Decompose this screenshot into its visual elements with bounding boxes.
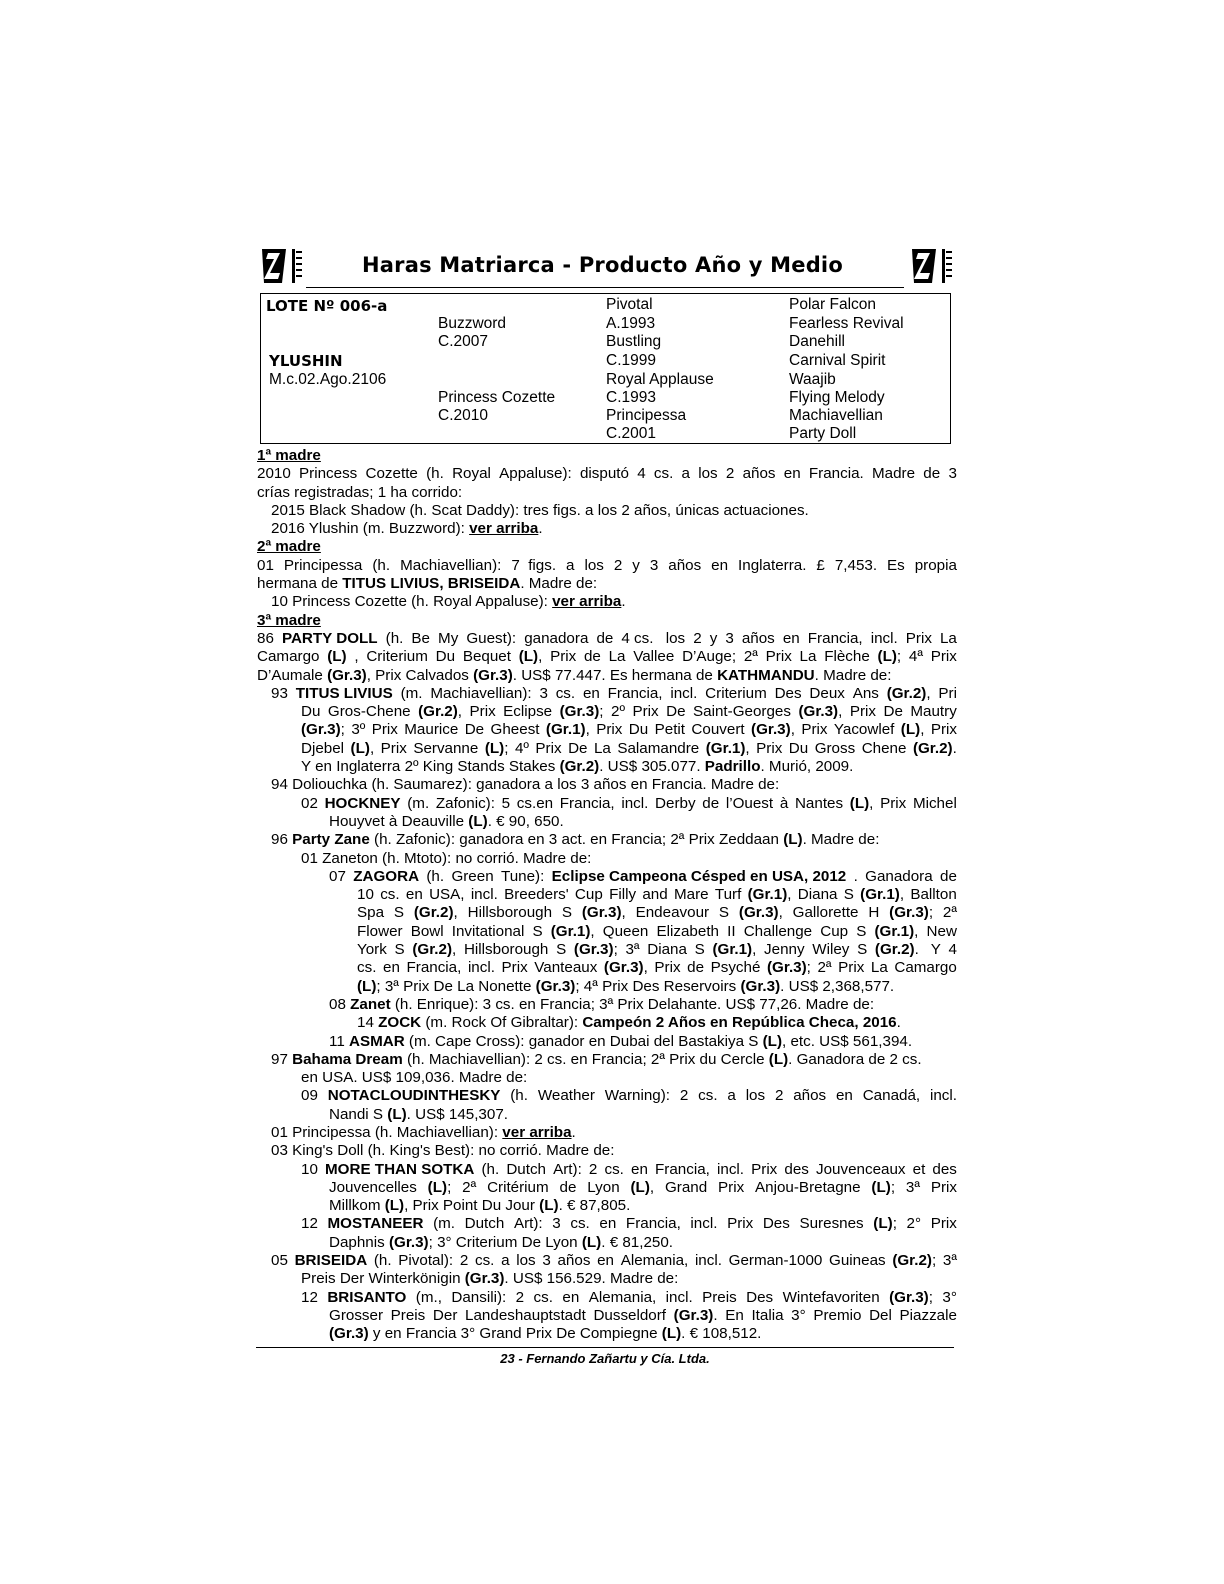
- text-line: 2016 Ylushin (m. Buzzword): ver arriba.: [271, 520, 543, 538]
- text-line: 12 BRISANTO (m., Dansili): 2 cs. en Alemania, incl. Preis Des Wintefavoriten (Gr.3); 3°: [301, 1288, 957, 1306]
- text-line: Djebel (L), Prix Servanne (L); 4º Prix De La Salamandre (Gr.1), Prix Du Gross Chene (Gr.2).: [301, 739, 957, 757]
- text-line: Spa S (Gr.2), Hillsborough S (Gr.3), Endeavour S (Gr.3), Gallorette H (Gr.3); 2ª: [357, 904, 957, 922]
- great-grandparent: Fearless Revival: [789, 315, 904, 332]
- text-line: 96 Party Zane (h. Zafonic): ganadora en 3 act. en Francia; 2ª Prix Zeddaan (L). Madre de:: [271, 831, 880, 849]
- text-line: Nandi S (L). US$ 145,307.: [329, 1105, 508, 1123]
- text-line: (Gr.3); 3º Prix Maurice De Gheest (Gr.1), Prix Du Petit Couvert (Gr.3), Prix Yacowlef (L), Prix: [301, 721, 957, 739]
- text-line: Houyvet à Deauville (L). € 90, 650.: [329, 812, 564, 830]
- section-heading: 1ª madre: [257, 447, 321, 464]
- text-line: 08 Zanet (h. Enrique): 3 cs. en Francia; 3ª Prix Delahante. US$ 77,26. Madre de:: [329, 995, 875, 1013]
- text-line: 14 ZOCK (m. Rock Of Gibraltar): Campeón 2 Años en República Checa, 2016.: [357, 1014, 901, 1032]
- text-line: 12 MOSTANEER (m. Dutch Art): 3 cs. en Francia, incl. Prix Des Suresnes (L); 2° Prix: [301, 1215, 957, 1233]
- text-line: 94 Doliouchka (h. Saumarez): ganadora a los 3 años en Francia. Madre de:: [271, 776, 780, 794]
- grandparent-year: C.1999: [606, 352, 656, 369]
- stud-logo-icon: [906, 243, 954, 289]
- text-line: 97 Bahama Dream (h. Machiavellian): 2 cs. en Francia; 2ª Prix du Cercle (L). Ganadora de 2 cs.: [271, 1050, 922, 1068]
- text-line: Flower Bowl Invitational S (Gr.1), Queen Elizabeth II Challenge Cup S (Gr.1), New: [357, 922, 957, 940]
- grandparent-name: Royal Applause: [606, 371, 714, 388]
- produce-record: [257, 447, 957, 1344]
- great-grandparent: Danehill: [789, 333, 846, 350]
- grandparent-name: Principessa: [606, 407, 687, 424]
- text-line: Jouvencelles (L); 2ª Critérium de Lyon (L), Grand Prix Anjou-Bretagne (L); 3ª Prix: [329, 1178, 957, 1196]
- grandparent-name: Bustling: [606, 333, 662, 350]
- page-footer: 23 - Fernando Zañartu y Cía. Ltda.: [500, 1351, 710, 1366]
- grandparent-year: C.1993: [606, 389, 656, 406]
- section-heading: 3ª madre: [257, 611, 321, 629]
- great-grandparent: Carnival Spirit: [789, 352, 886, 369]
- text-line: 01 Principessa (h. Machiavellian): 7 figs. a los 2 y 3 años en Inglaterra. £ 7,453. Es propia: [257, 556, 957, 574]
- great-grandparent: Flying Melody: [789, 389, 885, 406]
- horse-info: M.c.02.Ago.2106: [269, 371, 387, 388]
- text-line: cs. en Francia, incl. Prix Vanteaux (Gr.3), Prix de Psyché (Gr.3); 2ª Prix La Camargo: [357, 959, 957, 977]
- great-grandparent: Party Doll: [789, 425, 857, 442]
- text-line: 2010 Princess Cozette (h. Royal Appaluse): disputó 4 cs. a los 2 años en Francia. Madre de 3: [257, 465, 957, 483]
- dam-year: C.2010: [438, 407, 488, 424]
- grandparent-year: C.2001: [606, 425, 656, 442]
- text-line: 09 NOTACLOUDINTHESKY (h. Weather Warning): 2 cs. a los 2 años en Canadá, incl.: [301, 1087, 957, 1105]
- text-line: 10 MORE THAN SOTKA (h. Dutch Art): 2 cs. en Francia, incl. Prix des Jouvenceaux et des: [301, 1160, 957, 1178]
- page-header: [256, 243, 956, 291]
- text-line: (Gr.3) y en Francia 3° Grand Prix De Compiegne (L). € 108,512.: [329, 1325, 762, 1343]
- text-line: 05 BRISEIDA (h. Pivotal): 2 cs. a los 3 años en Alemania, incl. German-1000 Guineas (Gr.2); 3ª: [271, 1252, 957, 1270]
- lot-number: LOTE Nº 006-a: [266, 297, 388, 315]
- text-line: 07 ZAGORA (h. Green Tune): Eclipse Campeona Césped en USA, 2012 . Ganadora de: [329, 867, 957, 885]
- text-line: D’Aumale (Gr.3), Prix Calvados (Gr.3). US$ 77.447. Es hermana de KATHMANDU. Madre de:: [257, 666, 892, 684]
- grandparent-name: Pivotal: [606, 296, 653, 313]
- text-line: crías registradas; 1 ha corrido:: [257, 483, 463, 501]
- text-line: 03 King's Doll (h. King's Best): no corrió. Madre de:: [271, 1142, 615, 1160]
- text-line: 01 Principessa (h. Machiavellian): ver arriba.: [271, 1123, 576, 1141]
- horse-name: YLUSHIN: [269, 352, 343, 370]
- text-line: 93 TITUS LIVIUS (m. Machiavellian): 3 cs. en Francia, incl. Criterium Des Deux Ans (Gr.2), Pri: [271, 684, 957, 702]
- text-line: Grosser Preis Der Landeshauptstadt Dusseldorf (Gr.3). En Italia 3° Premio Del Piazzale: [329, 1306, 957, 1324]
- text-line: Y en Inglaterra 2º King Stands Stakes (Gr.2). US$ 305.077. Padrillo. Murió, 2009.: [301, 758, 854, 776]
- text-line: Daphnis (Gr.3); 3° Criterium De Lyon (L). € 81,250.: [329, 1233, 674, 1251]
- text-line: Du Gros-Chene (Gr.2), Prix Eclipse (Gr.3); 2º Prix De Saint-Georges (Gr.3), Prix De Mautry: [301, 703, 957, 721]
- great-grandparent: Polar Falcon: [789, 296, 877, 313]
- stud-logo-icon: [256, 243, 304, 289]
- section-heading: 2ª madre: [257, 538, 321, 556]
- text-line: hermana de TITUS LIVIUS, BRISEIDA. Madre de:: [257, 575, 598, 593]
- text-line: (L); 3ª Prix De La Nonette (Gr.3); 4ª Prix Des Reservoirs (Gr.3). US$ 2,368,577.: [357, 977, 895, 995]
- sire-name: Buzzword: [438, 315, 507, 332]
- text-line: 2015 Black Shadow (h. Scat Daddy): tres figs. a los 2 años, únicas actuaciones.: [271, 501, 809, 519]
- text-line: York S (Gr.2), Hillsborough S (Gr.3); 3ª Diana S (Gr.1), Jenny Wiley S (Gr.2). Y 4: [357, 941, 957, 959]
- sire-year: C.2007: [438, 333, 488, 350]
- page-title: Haras Matriarca - Producto Año y Medio: [362, 253, 843, 277]
- text-line: 02 HOCKNEY (m. Zafonic): 5 cs.en Francia, incl. Derby de l’Ouest à Nantes (L), Prix Michel: [301, 794, 957, 812]
- text-line: Millkom (L), Prix Point Du Jour (L). € 87,805.: [329, 1197, 631, 1215]
- text-line: 10 cs. en USA, incl. Breeders' Cup Filly and Mare Turf (Gr.1), Diana S (Gr.1), Ballton: [357, 886, 957, 904]
- header-rule: [306, 287, 904, 288]
- text-line: 86 PARTY DOLL (h. Be My Guest): ganadora de 4 cs. los 2 y 3 años en Francia, incl. Prix La: [257, 629, 957, 647]
- text-line: en USA. US$ 109,036. Madre de:: [301, 1069, 528, 1087]
- text-line: Preis Der Winterkönigin (Gr.3). US$ 156.529. Madre de:: [301, 1270, 679, 1288]
- great-grandparent: Waajib: [789, 371, 836, 388]
- pedigree-table: [260, 293, 951, 444]
- grandparent-year: A.1993: [606, 315, 656, 332]
- text-line: 01 Zaneton (h. Mtoto): no corrió. Madre de:: [301, 849, 592, 867]
- great-grandparent: Machiavellian: [789, 407, 883, 424]
- text-line: Camargo (L) , Criterium Du Bequet (L), Prix de La Vallee D’Auge; 2ª Prix La Flèche (L); 4ª Prix: [257, 648, 957, 666]
- text-line: 11 ASMAR (m. Cape Cross): ganador en Dubai del Bastakiya S (L), etc. US$ 561,394.: [329, 1032, 913, 1050]
- dam-name: Princess Cozette: [438, 389, 556, 406]
- text-line: 10 Princess Cozette (h. Royal Appaluse): ver arriba.: [271, 593, 626, 611]
- footer-rule: [256, 1347, 954, 1348]
